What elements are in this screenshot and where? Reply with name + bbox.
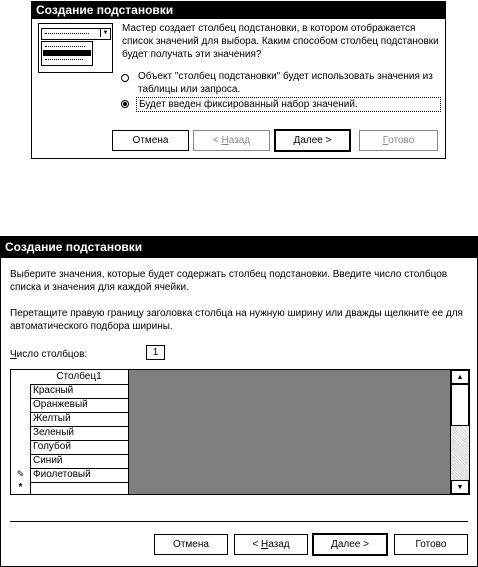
- vertical-scrollbar[interactable]: [450, 370, 469, 494]
- column-header[interactable]: Столбец1: [30, 370, 129, 385]
- separator: [10, 521, 468, 522]
- columns-count-input[interactable]: 1: [146, 345, 165, 360]
- dialog-title: Создание подстановки: [1, 237, 477, 258]
- table-row[interactable]: Зеленый: [30, 426, 129, 441]
- row-selector[interactable]: [11, 398, 31, 413]
- corner-selector[interactable]: [11, 370, 31, 385]
- option-fixed-label: Будет введен фиксированный набор значений.: [139, 99, 358, 110]
- illustration: [38, 23, 113, 73]
- mini-list: [41, 41, 93, 66]
- instruction-resize: Перетащите правую границу заголовка столбца на нужную ширину или дважды щелкните ее для автоматического подбора ширины.: [10, 308, 463, 332]
- triangle-down-icon: ▼: [456, 483, 464, 491]
- back-button[interactable]: < Н азад: [193, 130, 270, 151]
- radio-table-query[interactable]: [121, 74, 129, 82]
- lookup-wizard-step2: [0, 236, 478, 567]
- new-record-icon: *: [18, 482, 23, 493]
- option-fixed-focus[interactable]: [136, 97, 441, 112]
- finish-button[interactable]: Г отово: [359, 130, 438, 151]
- back-button[interactable]: < Н азад: [234, 534, 308, 555]
- next-button[interactable]: Д алее >: [312, 533, 388, 556]
- row-selector-new[interactable]: [11, 482, 31, 494]
- row-selector[interactable]: [11, 454, 31, 469]
- row-selector[interactable]: [11, 426, 31, 441]
- table-row[interactable]: Красный: [30, 384, 129, 399]
- table-row[interactable]: Оранжевый: [30, 398, 129, 413]
- scroll-thumb[interactable]: [451, 384, 469, 426]
- mini-combo: [41, 28, 111, 40]
- scroll-down-button[interactable]: [451, 480, 469, 494]
- lookup-wizard-step1: [31, 1, 446, 159]
- radio-fixed-values[interactable]: [121, 100, 129, 108]
- table-row[interactable]: Желтый: [30, 412, 129, 427]
- table-row[interactable]: Голубой: [30, 440, 129, 455]
- triangle-up-icon: ▲: [456, 373, 464, 381]
- new-row-cell[interactable]: [30, 482, 129, 494]
- row-selector[interactable]: [11, 412, 31, 427]
- values-grid[interactable]: [10, 369, 470, 495]
- pencil-icon: ✎: [16, 470, 25, 480]
- row-selector[interactable]: [11, 440, 31, 455]
- table-row[interactable]: Фиолетовый: [30, 468, 129, 483]
- option-table-label[interactable]: Объект "столбец подстановки" будет использовать значения из таблицы или запроса.: [138, 71, 433, 95]
- cancel-button[interactable]: Отмена: [154, 534, 228, 555]
- row-selector-editing[interactable]: [11, 468, 31, 483]
- cancel-button[interactable]: Отмена: [112, 130, 189, 151]
- description: Мастер создает столбец подстановки, в котором отображается список значений для выбора. Каким способом столбец подстановки будет получать эти значения?: [122, 23, 439, 60]
- columns-count-label: Число столбцов:: [10, 349, 88, 360]
- finish-button[interactable]: Готово: [394, 534, 468, 555]
- chevron-down-icon: ▼: [100, 29, 110, 37]
- scroll-up-button[interactable]: [451, 370, 469, 384]
- row-selector[interactable]: [11, 384, 31, 399]
- instruction-values: Выберите значения, которые будет содержать столбец подстановки. Введите число столбцов списка и значения для каждой ячейки.: [10, 269, 448, 293]
- dialog-title: Создание подстановки: [32, 2, 445, 19]
- table-row[interactable]: Синий: [30, 454, 129, 469]
- next-button[interactable]: Д алее >: [274, 129, 351, 152]
